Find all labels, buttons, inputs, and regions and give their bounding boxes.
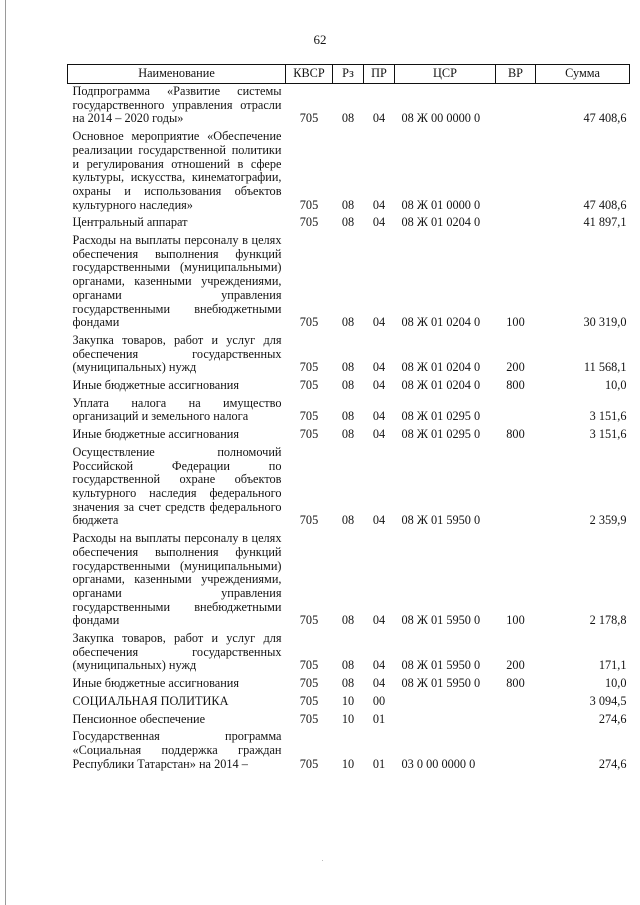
table-row (68, 729, 630, 774)
table-cell-kvsr: 705 (299, 215, 319, 230)
table-cell-rz: 08 (341, 111, 355, 126)
table-row (68, 676, 630, 694)
table-cell-csr (395, 712, 496, 730)
table-row (68, 445, 630, 531)
table-cell-kvsr: 705 (299, 111, 319, 126)
table-cell-pr: 04 (372, 613, 386, 628)
table-cell-vr (496, 694, 536, 712)
table-cell-vr (496, 712, 536, 730)
header-rz: Рз (333, 65, 364, 84)
table-cell-sum: 41 897,1 (583, 215, 627, 230)
table-cell-pr: 00 (372, 693, 386, 708)
table-cell-csr: 08 Ж 01 0204 0 (401, 215, 481, 230)
table-cell-vr (496, 129, 536, 215)
table-cell-name: Иные бюджетные ассигнования (72, 378, 240, 393)
table-row (68, 215, 630, 233)
table-cell-pr: 04 (372, 215, 386, 230)
table-cell-pr: 04 (372, 378, 386, 393)
table-cell-vr (496, 729, 536, 774)
table-cell-csr: 08 Ж 01 5950 0 (401, 676, 481, 691)
table-cell-vr: 200 (506, 360, 525, 375)
table-cell-name: Расходы на выплаты персоналу в целях обеспечения выполнения функций государственными (муниципальными) органами, казенными учреждениями, органами управления государственными внебюджетными фондами (72, 531, 282, 628)
table-cell-sum: 11 568,1 (583, 360, 627, 375)
table-cell-pr: 04 (372, 427, 386, 442)
table-cell-csr: 08 Ж 01 5950 0 (401, 613, 481, 628)
table-cell-vr (496, 215, 536, 233)
table-cell-pr: 04 (372, 360, 386, 375)
table-cell-name: Иные бюджетные ассигнования (72, 676, 240, 691)
table-cell-name: Центральный аппарат (72, 215, 188, 230)
table-cell-name: Пенсионное обеспечение (72, 711, 206, 726)
table-cell-sum: 171,1 (598, 658, 627, 673)
table-cell-csr: 08 Ж 01 0204 0 (401, 315, 481, 330)
budget-table (67, 64, 630, 774)
header-vr: ВР (496, 65, 536, 84)
table-cell-vr: 200 (506, 658, 525, 673)
table-cell-kvsr: 705 (299, 658, 319, 673)
table-cell-sum: 2 178,8 (589, 613, 627, 628)
table-cell-rz: 08 (341, 215, 355, 230)
table-cell-csr: 08 Ж 01 5950 0 (401, 658, 481, 673)
table-cell-kvsr: 705 (299, 711, 319, 726)
table-cell-rz: 10 (341, 756, 355, 771)
table-cell-rz: 08 (341, 513, 355, 528)
table-cell-rz: 10 (341, 693, 355, 708)
table-cell-csr: 08 Ж 01 5950 0 (401, 513, 481, 528)
table-row (68, 333, 630, 378)
table-cell-kvsr: 705 (299, 197, 319, 212)
table-cell-sum: 3 094,5 (589, 693, 627, 708)
table-cell-rz: 08 (341, 676, 355, 691)
table-row (68, 712, 630, 730)
table-cell-csr (395, 694, 496, 712)
header-kvsr: КВСР (286, 65, 333, 84)
table-cell-name: Закупка товаров, работ и услуг для обеспечения государственных (муниципальных) нужд (72, 631, 282, 673)
scan-speck (322, 860, 323, 861)
table-cell-sum: 30 319,0 (583, 315, 627, 330)
table-row (68, 378, 630, 396)
table-cell-sum: 47 408,6 (583, 197, 627, 212)
table-cell-csr: 03 0 00 0000 0 (401, 756, 476, 771)
table-cell-sum: 10,0 (604, 378, 627, 393)
table-cell-rz: 08 (341, 427, 355, 442)
table-cell-sum: 2 359,9 (589, 513, 627, 528)
table-cell-csr: 08 Ж 01 0000 0 (401, 197, 481, 212)
table-cell-sum: 3 151,6 (589, 427, 627, 442)
table-cell-rz: 08 (341, 613, 355, 628)
table-cell-csr: 08 Ж 01 0204 0 (401, 360, 481, 375)
table-cell-vr: 800 (506, 427, 525, 442)
table-cell-sum: 274,6 (598, 756, 627, 771)
table-cell-name: Осуществление полномочий Российской Федерации по государственной охране объектов культурного наследия федерального значения за счет средств федерального бюджета (72, 444, 282, 528)
table-cell-vr: 100 (506, 613, 525, 628)
table-cell-kvsr: 705 (299, 613, 319, 628)
table-cell-name: Основное мероприятие «Обеспечение реализации государственной политики и регулирования отношений в сфере культуры, искусства, кинематографии, охраны и использования объектов культурного наследия» (72, 129, 282, 212)
table-cell-kvsr: 705 (299, 409, 319, 424)
header-csr: ЦСР (395, 65, 496, 84)
table-header-row (68, 65, 630, 84)
table-cell-sum: 274,6 (598, 711, 627, 726)
table-cell-vr (496, 445, 536, 531)
table-row (68, 631, 630, 676)
table-cell-pr: 04 (372, 409, 386, 424)
table-cell-pr: 04 (372, 658, 386, 673)
scan-left-edge (5, 0, 6, 905)
table-cell-vr: 800 (506, 378, 525, 393)
table-cell-kvsr: 705 (299, 427, 319, 442)
table-cell-rz: 08 (341, 360, 355, 375)
table-cell-rz: 10 (341, 711, 355, 726)
header-pr: ПР (364, 65, 395, 84)
table-cell-kvsr: 705 (299, 315, 319, 330)
table-cell-vr: 100 (506, 315, 525, 330)
table-cell-kvsr: 705 (299, 676, 319, 691)
table-cell-sum: 47 408,6 (583, 111, 627, 126)
table-cell-pr: 04 (372, 513, 386, 528)
table-cell-rz: 08 (341, 315, 355, 330)
table-cell-csr: 08 Ж 01 0204 0 (401, 378, 481, 393)
table-cell-name: Расходы на выплаты персоналу в целях обеспечения выполнения функций государственными (муниципальными) органами, казенными учреждениями, органами управления государственными внебюджетными фондами (72, 233, 282, 330)
table-cell-pr: 04 (372, 315, 386, 330)
table-cell-sum: 10,0 (604, 676, 627, 691)
table-cell-name: СОЦИАЛЬНАЯ ПОЛИТИКА (72, 693, 229, 708)
table-cell-pr: 01 (372, 756, 386, 771)
table-cell-kvsr: 705 (299, 360, 319, 375)
header-name: Наименование (68, 65, 286, 84)
table-row (68, 427, 630, 445)
table-cell-csr: 08 Ж 00 0000 0 (401, 111, 481, 126)
table-cell-csr: 08 Ж 01 0295 0 (401, 427, 481, 442)
table-row (68, 694, 630, 712)
table-cell-pr: 04 (372, 111, 386, 126)
page-number: 62 (313, 32, 327, 47)
table-row (68, 84, 630, 130)
table-cell-vr (496, 84, 536, 130)
table-cell-csr: 08 Ж 01 0295 0 (401, 409, 481, 424)
table-cell-pr: 04 (372, 676, 386, 691)
table-cell-vr (496, 396, 536, 427)
table-cell-pr: 04 (372, 197, 386, 212)
table-cell-sum: 3 151,6 (589, 409, 627, 424)
table-cell-vr: 800 (506, 676, 525, 691)
table-cell-kvsr: 705 (299, 756, 319, 771)
table-row (68, 531, 630, 631)
table-cell-rz: 08 (341, 378, 355, 393)
table-cell-name: Государственная программа «Социальная поддержка граждан Республики Татарстан» на 2014 – (72, 729, 282, 771)
table-cell-kvsr: 705 (299, 693, 319, 708)
table-cell-kvsr: 705 (299, 378, 319, 393)
table-row (68, 396, 630, 427)
table-cell-name: Подпрограмма «Развитие системы государственного управления отрасли на 2014 – 2020 годы» (72, 84, 282, 126)
table-cell-kvsr: 705 (299, 513, 319, 528)
table-row (68, 233, 630, 333)
table-row (68, 129, 630, 215)
table-cell-rz: 08 (341, 658, 355, 673)
table-cell-name: Закупка товаров, работ и услуг для обеспечения государственных (муниципальных) нужд (72, 332, 282, 375)
header-sum: Сумма (536, 65, 630, 84)
table-cell-rz: 08 (341, 409, 355, 424)
table-cell-pr: 01 (372, 711, 386, 726)
table-cell-name: Иные бюджетные ассигнования (72, 427, 240, 442)
table-cell-name: Уплата налога на имущество организаций и земельного налога (72, 395, 282, 424)
table-cell-rz: 08 (341, 197, 355, 212)
